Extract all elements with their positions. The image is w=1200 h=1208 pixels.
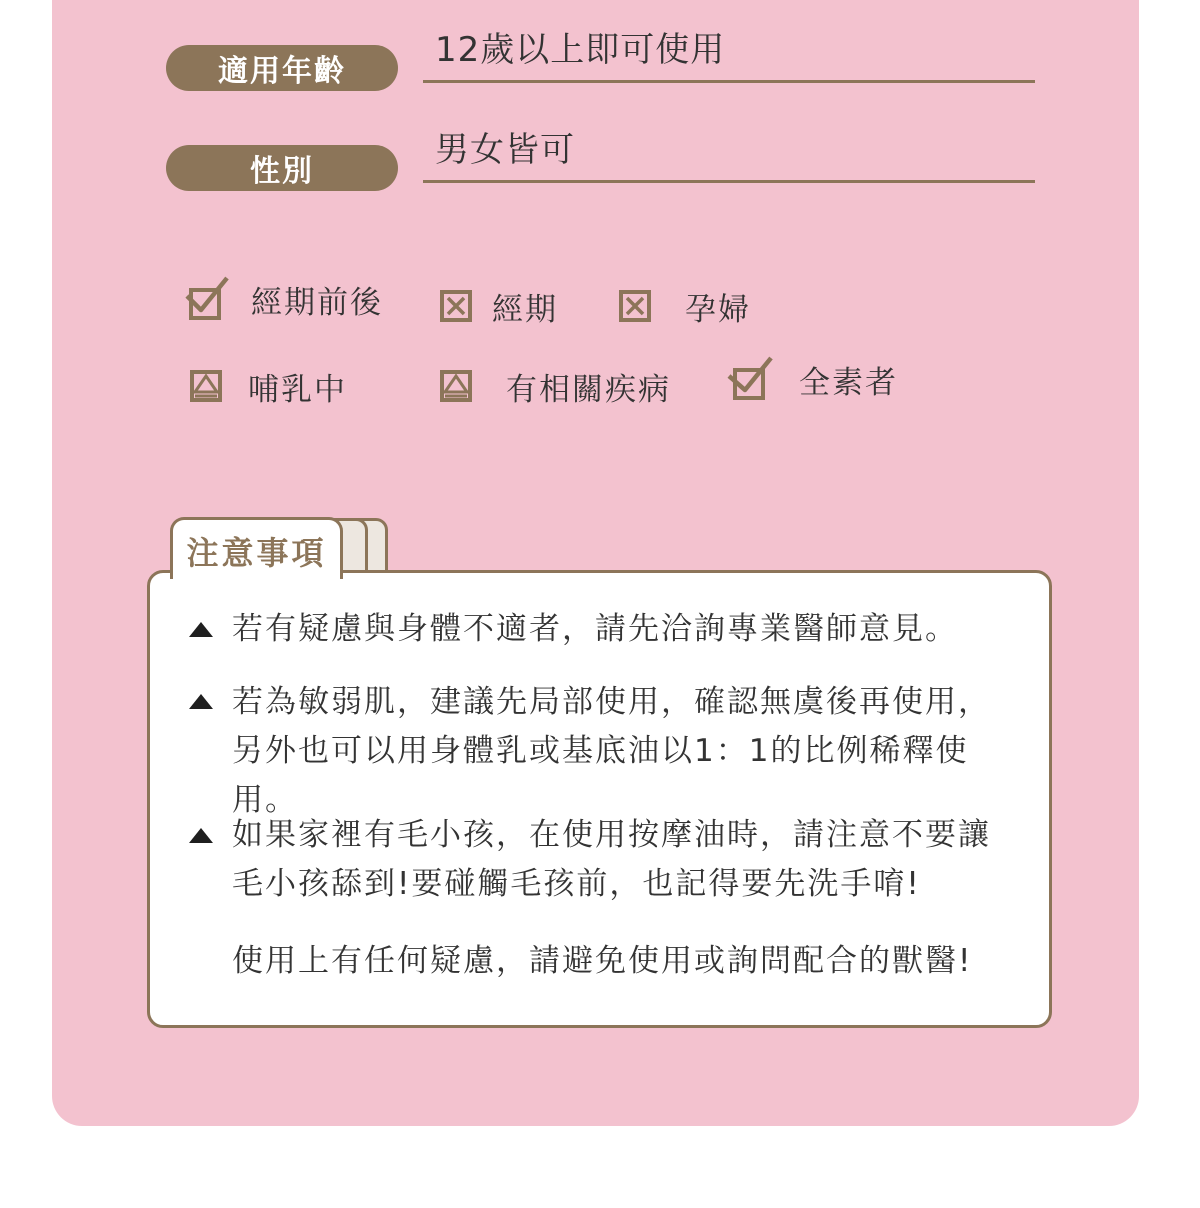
notes-tab-title: 注意事項 <box>170 517 343 579</box>
option-label: 孕婦 <box>685 292 751 328</box>
checkmark-box-icon <box>727 356 775 402</box>
note-line: 另外也可以用身體乳或基底油以1：1的比例稀釋使用。 <box>232 733 969 818</box>
option-related-disease <box>440 364 671 409</box>
triangle-bullet-icon <box>189 694 213 709</box>
gender-label-pill: 性別 <box>166 145 398 191</box>
option-period <box>440 284 558 329</box>
caution-box-icon <box>440 370 474 404</box>
option-label: 經期 <box>492 292 558 328</box>
cross-box-icon <box>619 290 653 324</box>
option-label: 全素者 <box>799 364 898 401</box>
triangle-bullet-icon <box>189 828 213 843</box>
option-label: 哺乳中 <box>248 372 347 408</box>
option-label: 經期前後 <box>251 284 383 321</box>
age-label-pill: 適用年齡 <box>166 45 398 91</box>
note-footer: 使用上有任何疑慮，請避免使用或詢問配合的獸醫! <box>232 943 973 979</box>
note-line: 若為敏弱肌，建議先局部使用，確認無虞後再使用， <box>232 684 991 720</box>
caution-box-icon <box>190 370 224 404</box>
triangle-bullet-icon <box>189 622 213 637</box>
info-row-age <box>166 30 1036 95</box>
option-label: 有相關疾病 <box>506 372 671 408</box>
info-row-gender <box>166 130 1036 195</box>
option-before-after-period <box>185 276 383 322</box>
age-value: 12歲以上即可使用 <box>423 27 1035 83</box>
note-item <box>232 678 1032 825</box>
cross-box-icon <box>440 290 474 324</box>
note-line: 毛小孩舔到!要碰觸毛孩前，也記得要先洗手唷! <box>232 866 921 902</box>
option-vegan <box>727 356 898 402</box>
option-breastfeeding <box>190 364 347 409</box>
note-line: 如果家裡有毛小孩，在使用按摩油時，請注意不要讓 <box>232 817 991 853</box>
option-pregnant <box>619 284 751 329</box>
checkmark-box-icon <box>185 276 233 322</box>
gender-value: 男女皆可 <box>423 127 1035 183</box>
note-line: 若有疑慮與身體不適者，請先洽詢專業醫師意見。 <box>232 611 958 647</box>
note-item <box>232 605 1032 654</box>
note-item <box>232 811 1032 909</box>
